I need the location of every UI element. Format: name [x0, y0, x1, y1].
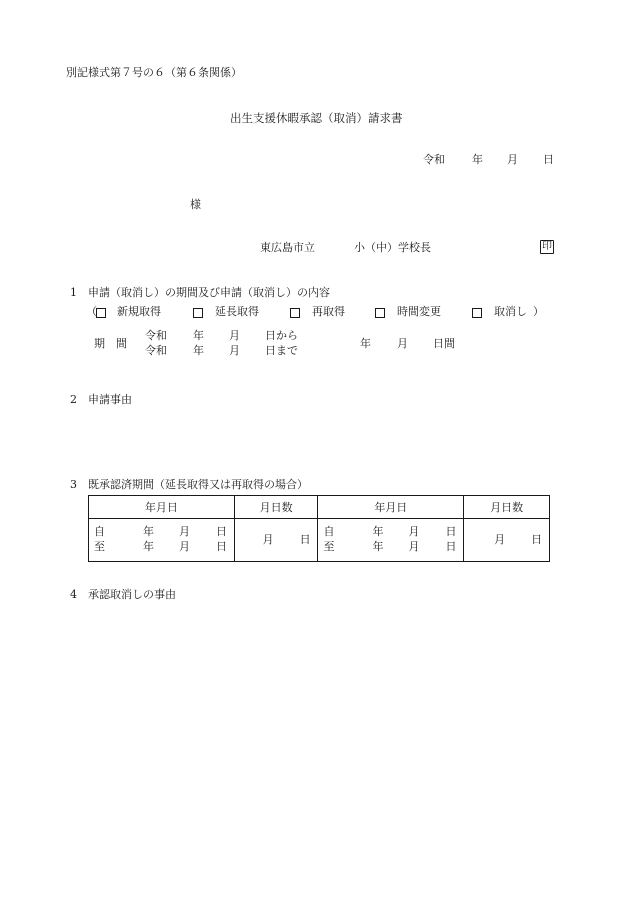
period-to-era: 令和 [145, 344, 167, 357]
to-month: 月 [179, 540, 190, 553]
col-days-1: 月日数 [234, 496, 318, 519]
option-new-label: 新規取得 [117, 305, 161, 318]
option-cancel-label: 取消し [494, 305, 527, 318]
checkbox-reacquire[interactable] [290, 308, 300, 318]
day-count-cell-2[interactable] [464, 519, 550, 562]
sender-org: 東広島市立 [260, 241, 315, 254]
from-month: 月 [179, 525, 190, 538]
period-from-suffix: 日から [265, 329, 298, 342]
table-row [89, 519, 550, 562]
duration-year: 年 [360, 337, 371, 350]
period-from-year: 年 [193, 329, 204, 342]
section1-heading: 1 申請（取消し）の期間及び申請（取消し）の内容 [70, 286, 330, 299]
date-range-cell-1[interactable] [89, 519, 235, 562]
option-time-change-label: 時間変更 [397, 305, 441, 318]
date-day: 日 [543, 153, 554, 166]
days-month: 月 [262, 533, 274, 546]
date-year: 年 [472, 153, 483, 166]
days-month: 月 [494, 533, 506, 546]
date-month: 月 [507, 153, 518, 166]
date-era: 令和 [423, 153, 445, 166]
checkbox-time-change[interactable] [375, 308, 385, 318]
days-day: 日 [299, 533, 311, 546]
option-extend-label: 延長取得 [215, 305, 259, 318]
from-label: 自 [323, 525, 335, 538]
period-from-month: 月 [229, 329, 240, 342]
date-range-cell-2[interactable] [318, 519, 464, 562]
sender-school: 小（中）学校長 [354, 241, 431, 254]
table-header-row [89, 496, 550, 519]
to-month: 月 [408, 540, 420, 553]
checkbox-cancel[interactable] [472, 308, 482, 318]
col-date-1: 年月日 [89, 496, 235, 519]
period-to-suffix: 日まで [265, 344, 298, 357]
to-year: 年 [143, 540, 154, 553]
col-date-2: 年月日 [318, 496, 464, 519]
days-day: 日 [531, 533, 543, 546]
from-label: 自 [94, 525, 105, 538]
from-year: 年 [143, 525, 154, 538]
col-days-2: 月日数 [464, 496, 550, 519]
period-to-year: 年 [193, 344, 204, 357]
page-title: 出生支援休暇承認（取消）請求書 [230, 111, 403, 125]
section2-heading: 2 申請事由 [70, 393, 132, 406]
period-from-era: 令和 [145, 329, 167, 342]
options-close-paren: ） [533, 305, 544, 318]
to-year: 年 [372, 540, 384, 553]
to-label: 至 [94, 540, 105, 553]
duration-days: 日間 [433, 337, 455, 350]
addressee-suffix: 様 [190, 198, 201, 211]
checkbox-extend[interactable] [193, 308, 203, 318]
section4-heading: 4 承認取消しの事由 [70, 588, 176, 601]
to-label: 至 [323, 540, 335, 553]
from-day: 日 [445, 525, 457, 538]
seal-mark: 印 [542, 241, 552, 252]
checkbox-new[interactable] [96, 308, 106, 318]
approved-period-table [88, 495, 550, 562]
form-id: 別記様式第７号の６（第６条関係） [66, 66, 242, 79]
from-year: 年 [372, 525, 384, 538]
day-count-cell-1[interactable] [234, 519, 318, 562]
to-day: 日 [216, 540, 227, 553]
options-open-paren: （ [86, 305, 97, 318]
from-month: 月 [408, 525, 420, 538]
section3-heading: 3 既承認済期間（延長取得又は再取得の場合） [70, 478, 308, 491]
option-reacquire-label: 再取得 [312, 305, 345, 318]
to-day: 日 [445, 540, 457, 553]
period-label: 期 間 [94, 337, 127, 350]
period-to-month: 月 [229, 344, 240, 357]
from-day: 日 [216, 525, 227, 538]
duration-month: 月 [397, 337, 408, 350]
